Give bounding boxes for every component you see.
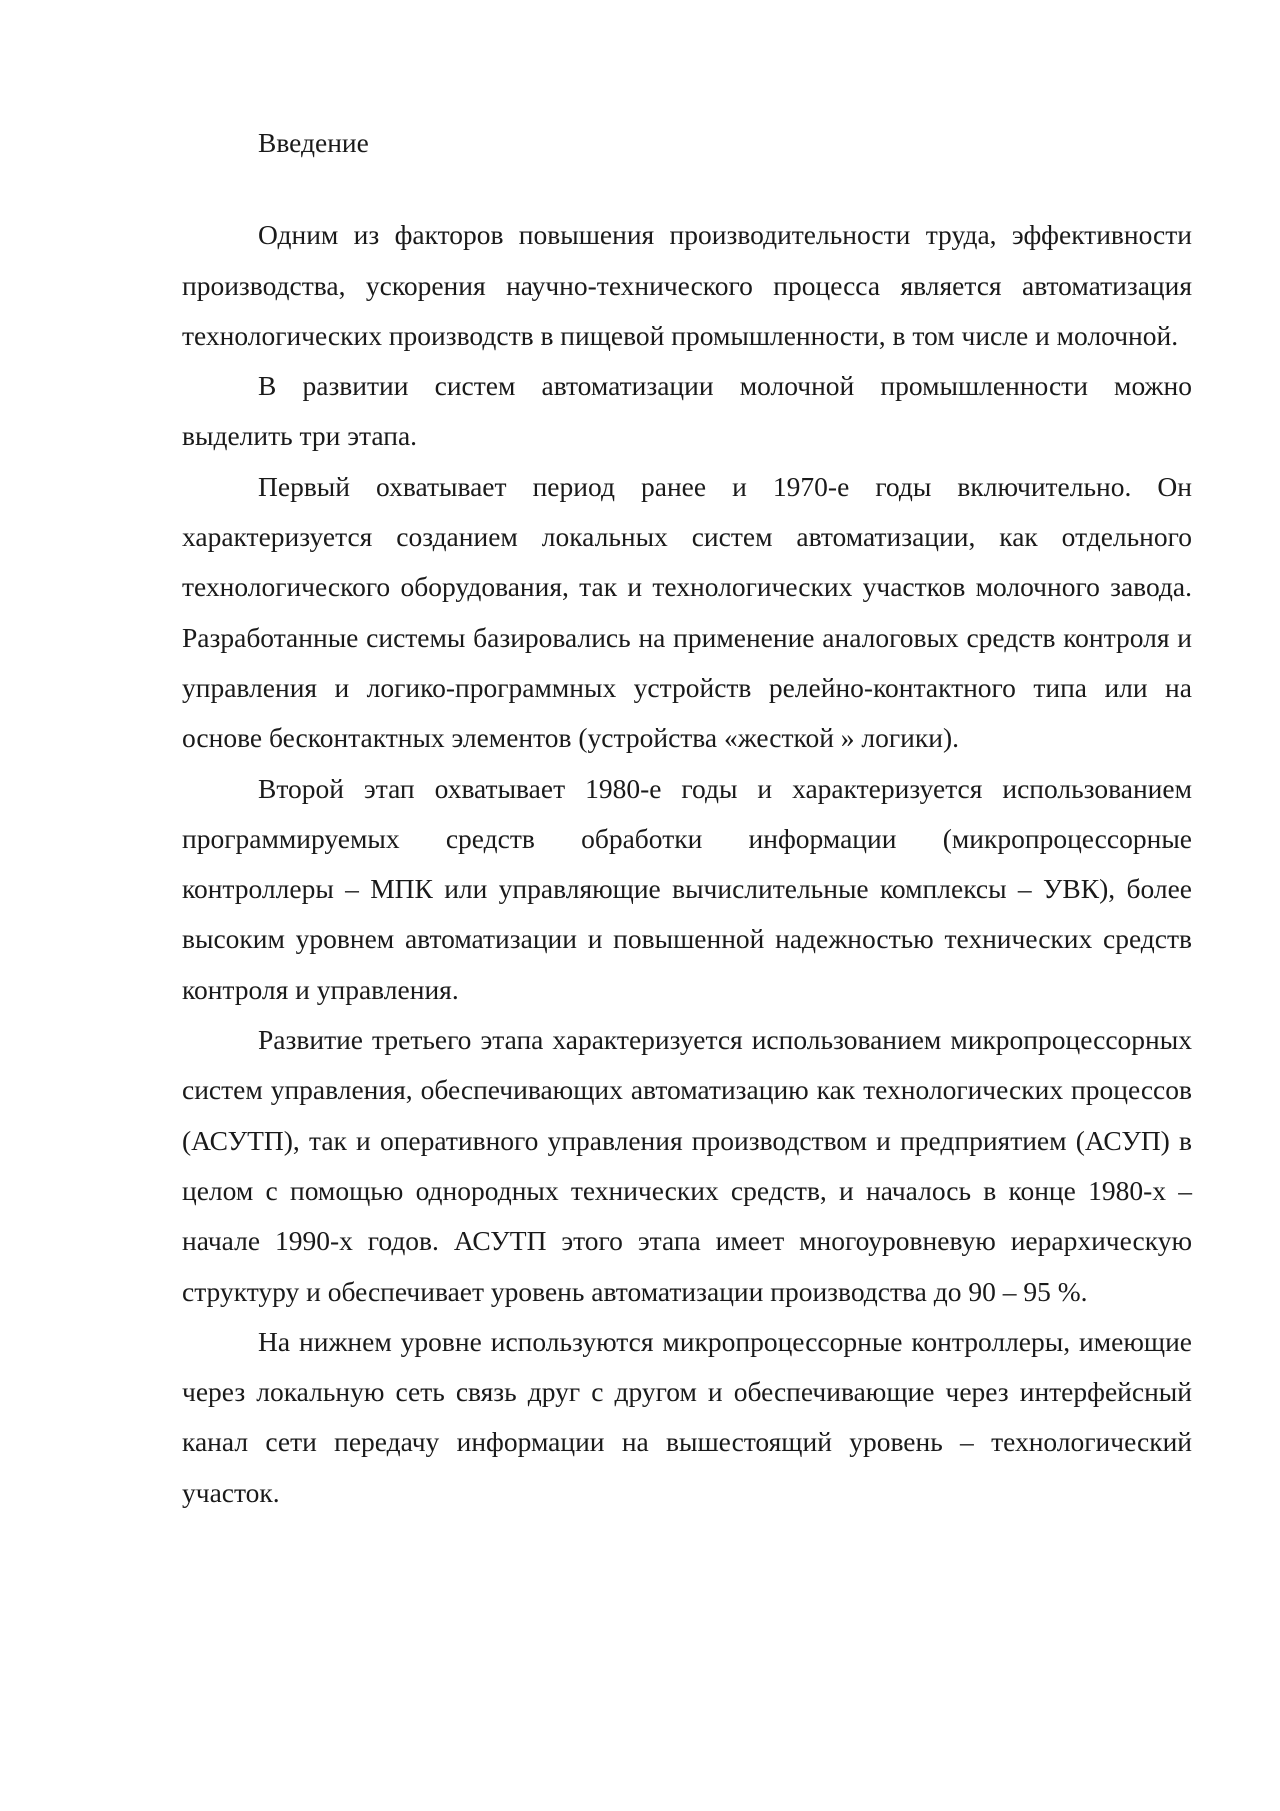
paragraph: Развитие третьего этапа характеризуется использованием микропроцессорных систем управления, обеспечивающих автоматизацию как технологических процессов (АСУТП), так и оперативного управления производством и предприятием (АСУП) в целом с помощью однородных технических средств, и началось в конце 1980-х – начале 1990-х годов. АСУТП этого этапа имеет многоуровневую иерархическую структуру и обеспечивает уровень автоматизации производства до 90 – 95 %. (182, 1024, 1192, 1307)
paragraph: Второй этап охватывает 1980-е годы и характеризуется использованием программируемых средств обработки информации (микропроцессорные контроллеры – МПК или управляющие вычислительные комплексы – УВК), более высоким уровнем автоматизации и повышенной надежностью технических средств контроля и управления. (182, 772, 1192, 1005)
heading-spacer (182, 168, 1192, 210)
document-body (182, 118, 1192, 1518)
paragraph: Одним из факторов повышения производительности труда, эффективности производства, ускорения научно-технического процесса является автоматизация технологических производств в пищевой промышленности, в том числе и молочной. (182, 219, 1192, 351)
paragraph: Первый охватывает период ранее и 1970-е годы включительно. Он характеризуется созданием локальных систем автоматизации, как отдельного технологического оборудования, так и технологических участков молочного завода. Разработанные системы базировались на применение аналоговых средств контроля и управления и логико-программных устройств релейно-контактного типа или на основе бесконтактных элементов (устройства «жесткой » логики). (182, 470, 1192, 754)
paragraph: На нижнем уровне используются микропроцессорные контроллеры, имеющие через локальную сеть связь друг с другом и обеспечивающие через интерфейсный канал сети передачу информации на вышестоящий уровень – технологический участок. (182, 1325, 1192, 1508)
section-heading: Введение (258, 127, 369, 158)
paragraph: В развитии систем автоматизации молочной промышленности можно выделить три этапа. (182, 370, 1192, 452)
